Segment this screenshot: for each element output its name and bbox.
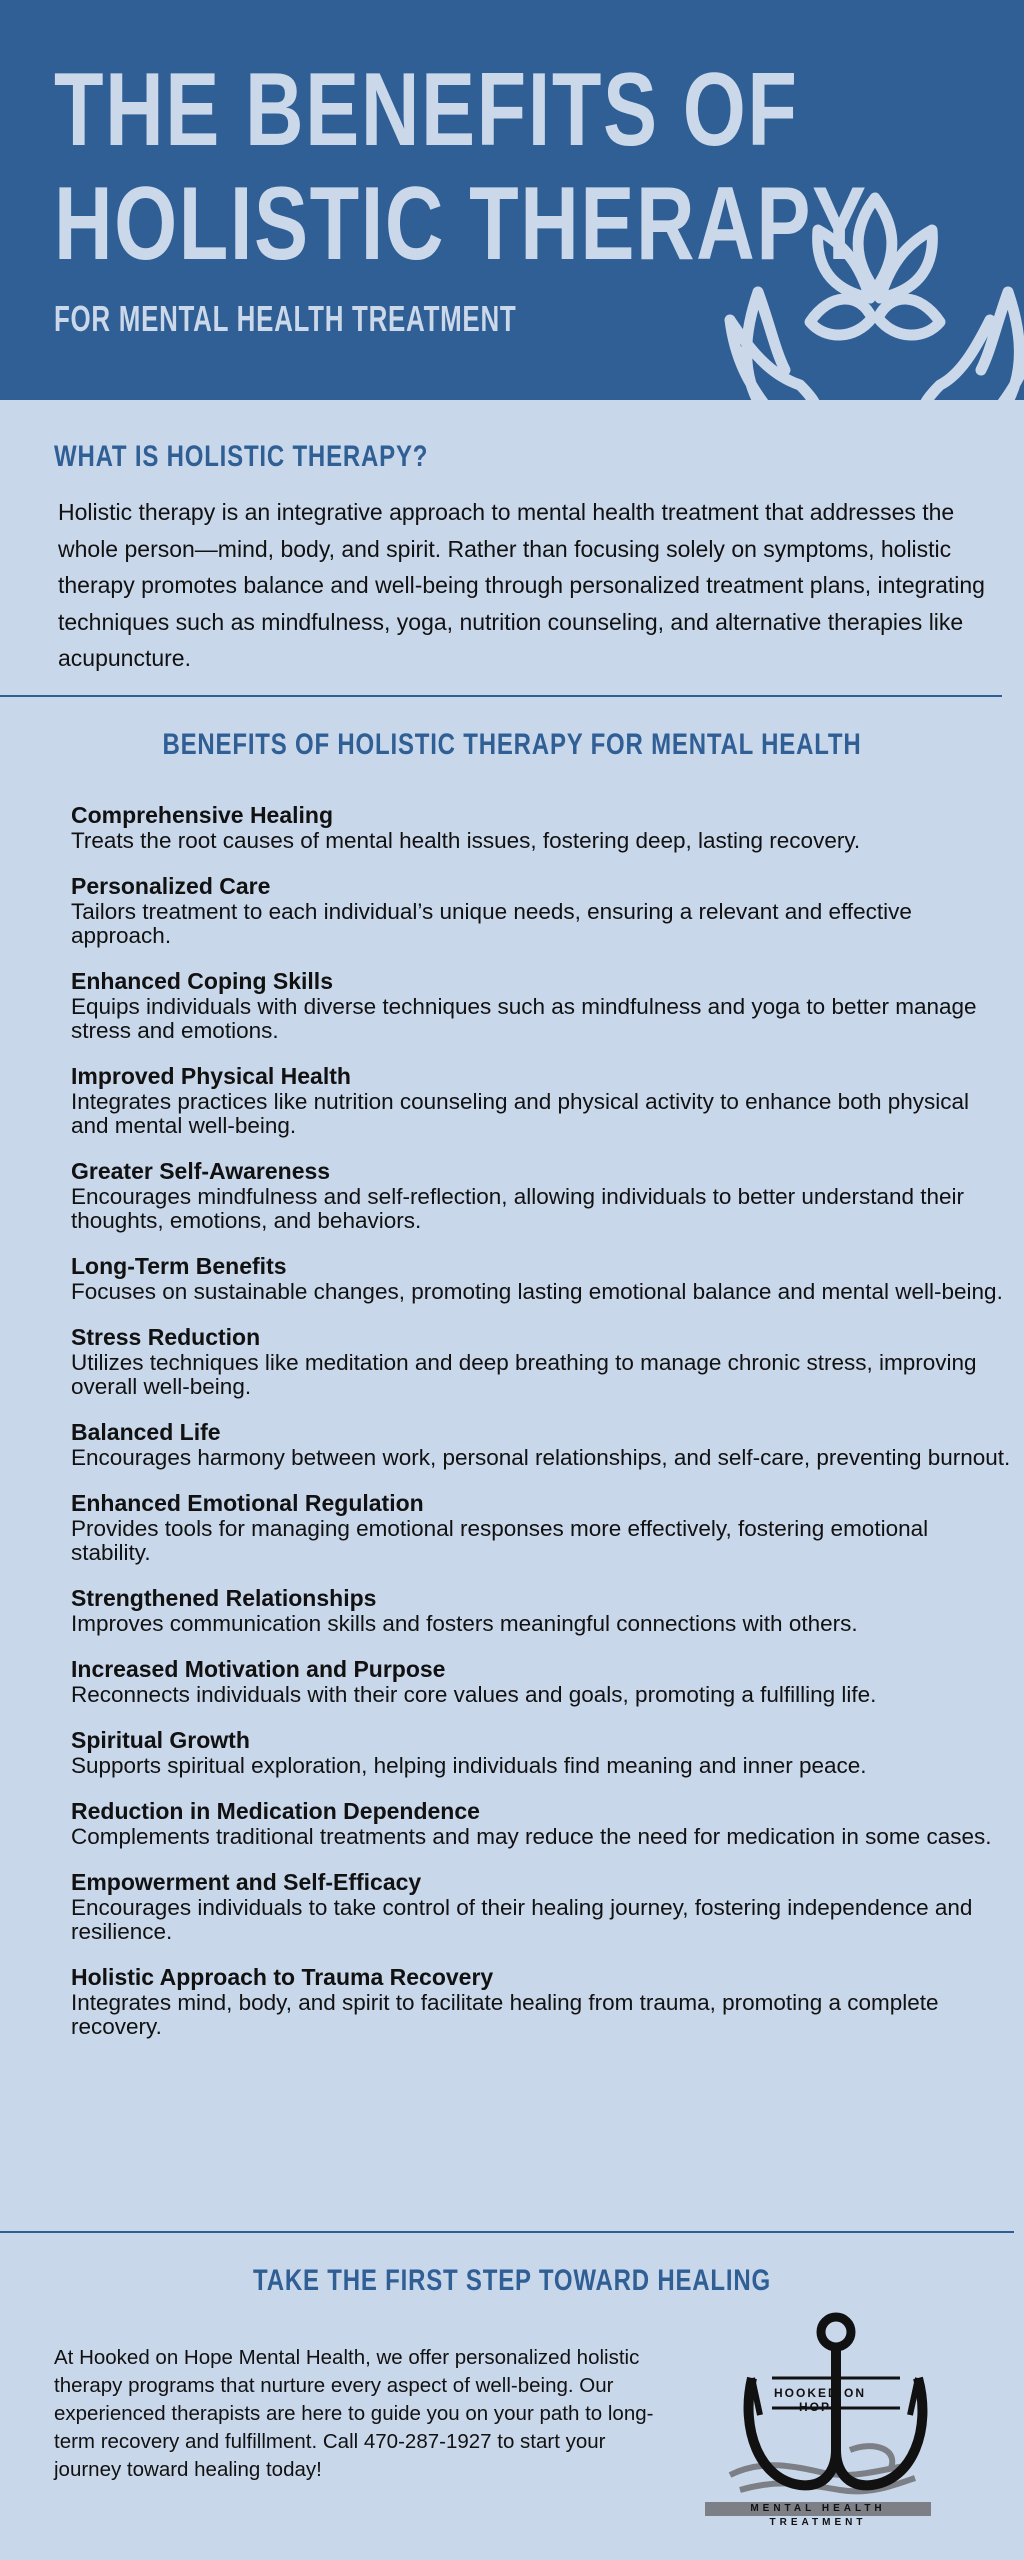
benefit-item	[71, 1964, 1011, 2039]
divider	[0, 695, 1002, 697]
benefit-description: Provides tools for managing emotional responses more effectively, fostering emotional stability.	[71, 1516, 929, 1565]
benefit-title: Improved Physical Health	[71, 1063, 351, 1089]
benefits-heading: BENEFITS OF HOLISTIC THERAPY FOR MENTAL HEALTH	[162, 728, 862, 761]
benefit-item	[71, 1798, 1011, 1849]
subtitle: FOR MENTAL HEALTH TREATMENT	[54, 298, 517, 339]
benefit-description: Supports spiritual exploration, helping individuals find meaning and inner peace.	[71, 1753, 867, 1778]
benefit-description: Encourages individuals to take control of their healing journey, fostering independence and resilience.	[71, 1895, 973, 1944]
benefit-title: Personalized Care	[71, 873, 271, 899]
divider	[0, 2231, 1014, 2233]
benefit-description: Integrates practices like nutrition counseling and physical activity to enhance both physical and mental well-being.	[71, 1089, 970, 1138]
cta-text: At Hooked on Hope Mental Health, we offer personalized holistic therapy programs that nurture every aspect of well-being. Our experienced therapists are here to guide you on your path to long-term recovery and fulfillment. Call 470-287-1927 to start your journey toward healing today!	[54, 2346, 654, 2481]
benefit-item	[71, 873, 1011, 948]
benefit-title: Comprehensive Healing	[71, 802, 334, 828]
benefit-item	[71, 1727, 1011, 1778]
logo-name: HOOKED ON HOPE	[773, 2386, 866, 2414]
benefit-item	[71, 1253, 1011, 1304]
cta-heading: TAKE THE FIRST STEP TOWARD HEALING	[253, 2264, 771, 2297]
logo-tagline: MENTAL HEALTH TREATMENT	[705, 2502, 931, 2516]
benefit-description: Reconnects individuals with their core values and goals, promoting a fulfilling life.	[71, 1682, 877, 1707]
benefit-item	[71, 1490, 1011, 1565]
benefit-title: Balanced Life	[71, 1419, 221, 1445]
benefit-description: Improves communication skills and fosters meaningful connections with others.	[71, 1611, 858, 1636]
benefit-item	[71, 802, 1011, 853]
header-banner	[0, 0, 1024, 400]
benefit-title: Strengthened Relationships	[71, 1585, 377, 1611]
benefits-list	[71, 802, 1011, 2059]
benefit-title: Stress Reduction	[71, 1324, 261, 1350]
benefit-item	[71, 1063, 1011, 1138]
benefit-description: Treats the root causes of mental health issues, fostering deep, lasting recovery.	[71, 828, 861, 853]
benefit-description: Utilizes techniques like meditation and deep breathing to manage chronic stress, improving overall well-being.	[71, 1350, 977, 1399]
benefit-title: Holistic Approach to Trauma Recovery	[71, 1964, 494, 1990]
benefit-item	[71, 1585, 1011, 1636]
lotus-hands-icon	[690, 180, 1024, 400]
benefit-item	[71, 1324, 1011, 1399]
benefit-item	[71, 1158, 1011, 1233]
benefit-item	[71, 1869, 1011, 1944]
benefit-title: Spiritual Growth	[71, 1727, 250, 1753]
benefit-title: Enhanced Emotional Regulation	[71, 1490, 424, 1516]
benefit-title: Empowerment and Self-Efficacy	[71, 1869, 422, 1895]
benefit-title: Long-Term Benefits	[71, 1253, 287, 1279]
intro-heading: WHAT IS HOLISTIC THERAPY?	[54, 440, 429, 473]
intro-text: Holistic therapy is an integrative approach to mental health treatment that addresses the whole person—mind, body, and spirit. Rather than focusing solely on symptoms, holistic therapy promotes balance and well-being through personalized treatment plans, integrating techniques such as mindfulness, yoga, nutrition counseling, and alternative therapies like acupuncture.	[58, 499, 985, 671]
benefit-description: Focuses on sustainable changes, promoting lasting emotional balance and mental well-being.	[71, 1279, 1003, 1304]
benefit-title: Reduction in Medication Dependence	[71, 1798, 480, 1824]
benefit-description: Encourages harmony between work, personal relationships, and self-care, preventing burnout.	[71, 1445, 1011, 1470]
benefit-item	[71, 1419, 1011, 1470]
benefit-item	[71, 1656, 1011, 1707]
benefit-title: Increased Motivation and Purpose	[71, 1656, 446, 1682]
benefit-description: Tailors treatment to each individual’s unique needs, ensuring a relevant and effective approach.	[71, 899, 912, 948]
title-line-2: HOLISTIC THERAPY	[54, 166, 868, 282]
title-line-1: THE BENEFITS OF	[54, 52, 799, 168]
benefit-description: Complements traditional treatments and may reduce the need for medication in some cases.	[71, 1824, 992, 1849]
benefit-title: Greater Self-Awareness	[71, 1158, 331, 1184]
benefit-title: Enhanced Coping Skills	[71, 968, 333, 994]
benefit-item	[71, 968, 1011, 1043]
benefit-description: Equips individuals with diverse techniques such as mindfulness and yoga to better manage stress and emotions.	[71, 994, 977, 1043]
benefit-description: Integrates mind, body, and spirit to facilitate healing from trauma, promoting a complete recovery.	[71, 1990, 939, 2039]
benefit-description: Encourages mindfulness and self-reflection, allowing individuals to better understand their thoughts, emotions, and behaviors.	[71, 1184, 965, 1233]
